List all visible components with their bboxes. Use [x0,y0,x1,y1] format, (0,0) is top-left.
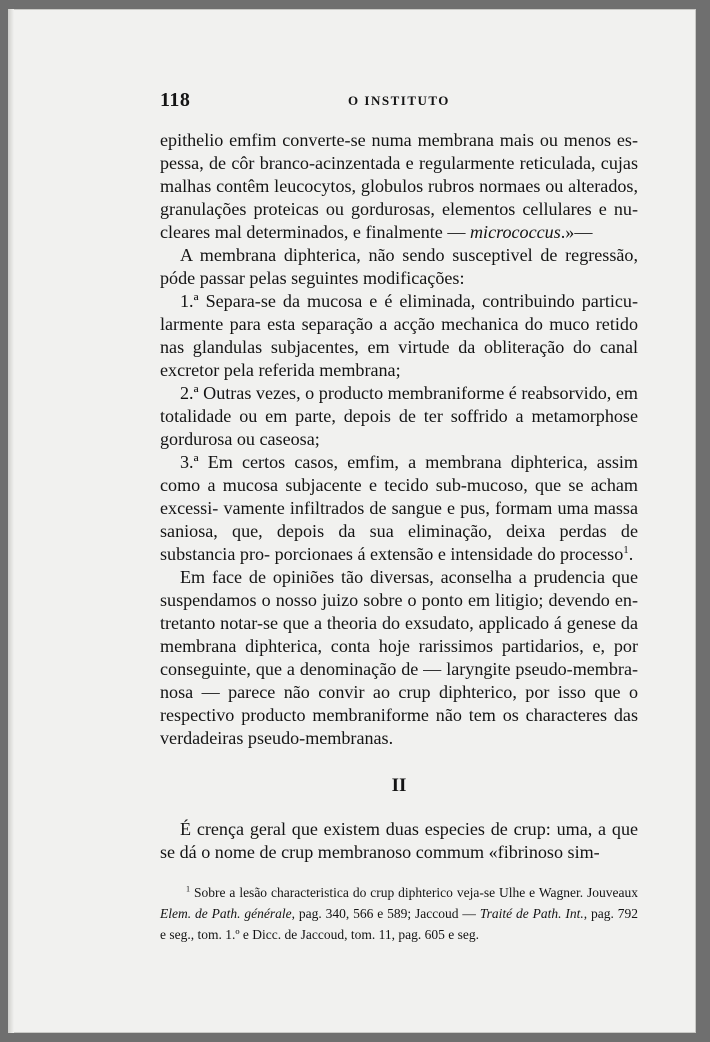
body-text [160,129,638,864]
page-header [160,89,638,113]
footnote-marker: 1 [186,884,191,894]
list-item: 2.ª Outras vezes, o producto membraniforme é reabsorvido, em totalidade ou em parte, depois de ter soffrido a metamorphose gordurosa ou caseosa; [160,383,638,449]
section-heading: II [391,775,407,796]
paragraph: A membrana diphterica, não sendo susceptivel de regressão, póde passar pelas seguintes modificações: [160,245,638,288]
list-item: 3.ª Em certos casos, emfim, a membrana diphterica, assim como a mucosa subjacente e tecido sub-mucoso, que se acham excessi- vamente infiltrados de sangue e pus, formam uma massa saniosa, que, depois da sua eliminação, deixa perdas de substancia pro- porcionaes á extensão e intensidade do processo$^1$. [160,452,638,564]
running-title: O INSTITUTO [348,93,450,108]
paragraph: Em face de opiniões tão diversas, aconselha a prudencia que suspendamos o nosso juizo sobre o ponto em litigio; devendo en- tretanto notar-se que a theoria do exsudato, applicado á genese da membrana diphterica, conta hoje rarissimos partidarios, e, por conseguinte, que a denominação de — laryngite pseudo-membra- nosa — parece não convir ao crup diphterico, por isso que o respectivo producto membraniforme não tem os characteres das verdadeiras pseudo-membranas. [160,567,638,748]
book-page [8,9,696,1033]
paragraph: É crença geral que existem duas especies de crup: uma, a que se dá o nome de crup membranoso commum «fibrinoso sim- [160,819,639,862]
footnote: $^1$ Sobre a lesão characteristica do crup diphterico veja-se Ulhe e Wagner. Jouveaux Elem. de Path. générale, pag. 340, 566 e 589; Jaccoud — Traité de Path. Int., pag. 792 e seg., tom. 1.º e Dicc. de Jaccoud, tom. 11, pag. 605 e seg. [160,884,639,942]
paragraph: epithelio emfim converte-se numa membrana mais ou menos es- pessa, de côr branco-acinzentada e regularmente reticulada, cujas malhas contêm leucocytos, globulos rubros normaes ou alterados, granulações proteicas ou gordurosas, elementos cellulares e nu- cleares mal determinados, e finalmente — micrococcus.»— [160,130,638,242]
footnote-ref: 1 [623,543,629,556]
list-item: 1.ª Separa-se da mucosa e é eliminada, contribuindo particu- larmente para esta separação a acção mechanica do muco retido nas glandulas subjacentes, em virtude da obliteração do canal excretor pela referida membrana; [160,291,638,380]
page-number: 118 [160,89,191,111]
